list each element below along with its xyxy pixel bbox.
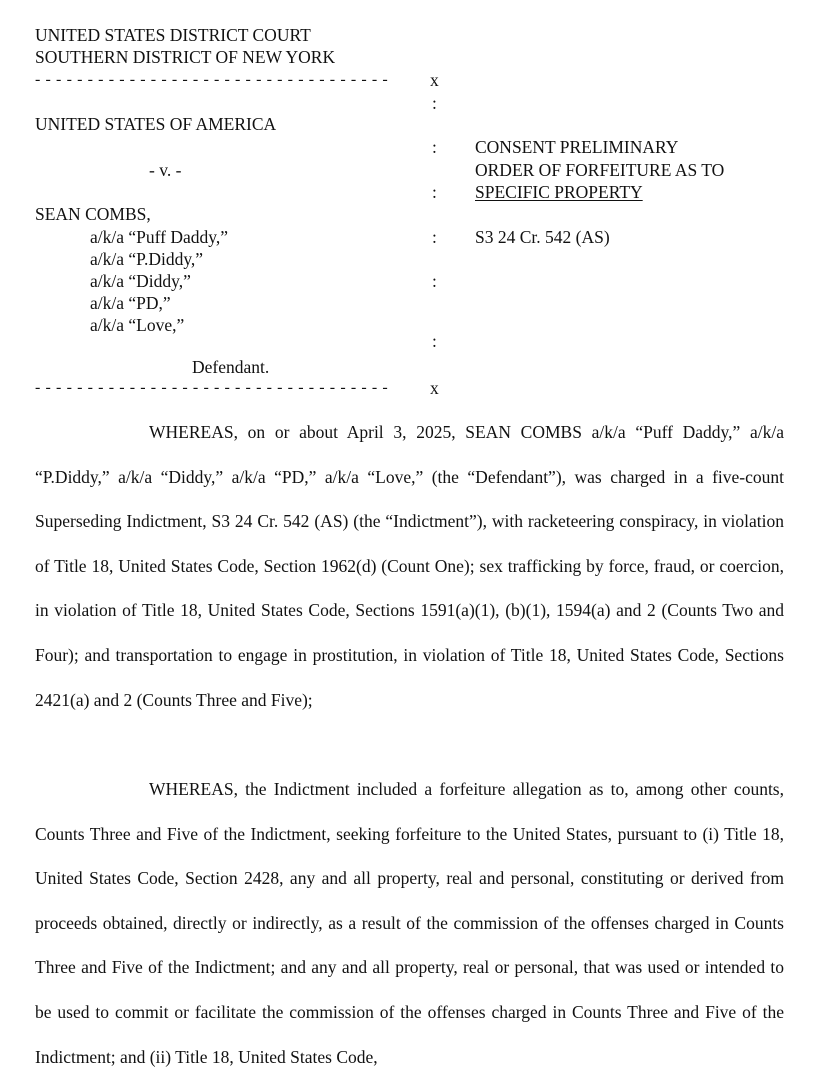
defendant-label: Defendant. xyxy=(192,357,270,377)
caption-top-dash-line: - - - - - - - - - - - - - - - - - - - - - - - - - - - - - - - - - - xyxy=(35,71,389,88)
court-name-line-2: SOUTHERN DISTRICT OF NEW YORK xyxy=(35,47,336,67)
plaintiff-name: UNITED STATES OF AMERICA xyxy=(35,114,277,134)
caption-bottom-dash-line: - - - - - - - - - - - - - - - - - - - - - - - - - - - - - - - - - - xyxy=(35,379,389,396)
document-title-line-1: CONSENT PRELIMINARY xyxy=(475,137,679,157)
case-number: S3 24 Cr. 542 (AS) xyxy=(475,227,610,247)
caption-colon-1: : xyxy=(432,93,437,113)
caption-colon-4: : xyxy=(432,227,437,247)
document-title-line-3: SPECIFIC PROPERTY xyxy=(475,182,643,202)
caption-colon-3: : xyxy=(432,182,437,202)
whereas-paragraph-2: WHEREAS, the Indictment included a forfeiture allegation as to, among other counts, Counts Three and Five of the Indictment, seeking forfeiture to the United States, pursuant to (i) Title 18, United States Code, Section 2428, any and all property, real and personal, constituting or derived from proceeds obtained, directly or indirectly, as a result of the commission of the offenses charged in Counts Three and Five of the Indictment; and any and all property, real or personal, that was used or intended to be used to commit or facilitate the commission of the offenses charged in Counts Three and Five of the Indictment; and (ii) Title 18, United States Code, xyxy=(35,779,784,1067)
caption-bottom-x-mark: x xyxy=(430,378,439,398)
whereas-paragraph-1: WHEREAS, on or about April 3, 2025, SEAN COMBS a/k/a “Puff Daddy,” a/k/a “P.Diddy,” a/k/a “Diddy,” a/k/a “PD,” a/k/a “Love,” (the “Defendant”), was charged in a five-count Superseding Indictment, S3 24 Cr. 542 (AS) (the “Indictment”), with racketeering conspiracy, in violation of Title 18, United States Code, Section 1962(d) (Count One); sex trafficking by force, fraud, or coercion, in violation of Title 18, United States Code, Sections 1591(a)(1), (b)(1), 1594(a) and 2 (Counts Two and Four); and transportation to engage in prostitution, in violation of Title 18, United States Code, Sections 2421(a) and 2 (Counts Three and Five); xyxy=(35,422,784,710)
caption-colon-6: : xyxy=(432,331,437,351)
court-name-line-1: UNITED STATES DISTRICT COURT xyxy=(35,25,311,45)
alias-3: a/k/a “Diddy,” xyxy=(90,271,191,291)
versus-label: - v. - xyxy=(149,160,182,180)
alias-4: a/k/a “PD,” xyxy=(90,293,171,313)
caption-top-x-mark: x xyxy=(430,70,439,90)
caption-colon-2: : xyxy=(432,137,437,157)
defendant-name: SEAN COMBS, xyxy=(35,204,151,224)
alias-2: a/k/a “P.Diddy,” xyxy=(90,249,204,269)
alias-5: a/k/a “Love,” xyxy=(90,315,185,335)
caption-colon-5: : xyxy=(432,271,437,291)
document-title-line-2: ORDER OF FORFEITURE AS TO xyxy=(475,160,725,180)
alias-1: a/k/a “Puff Daddy,” xyxy=(90,227,229,247)
